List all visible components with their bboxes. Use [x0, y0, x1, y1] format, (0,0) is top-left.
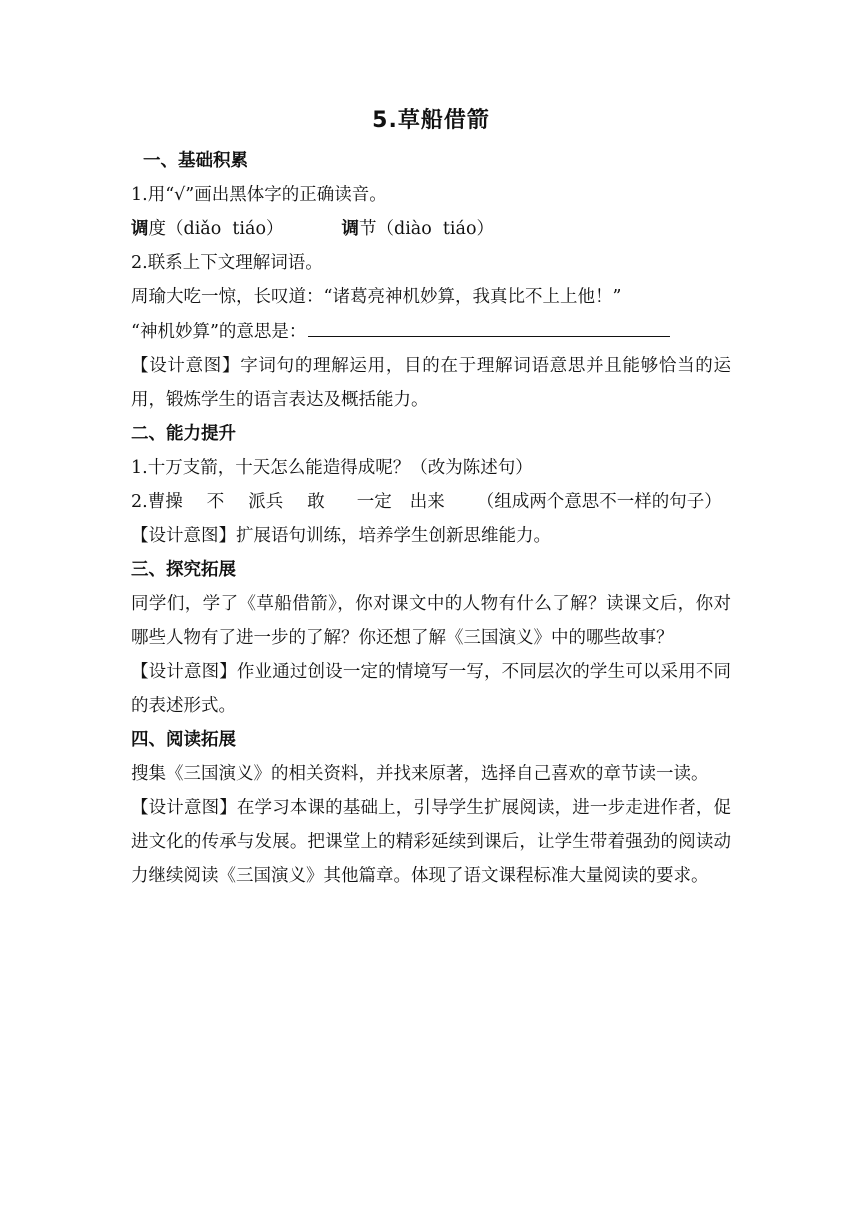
design-intent-1: 【设计意图】字词句的理解运用，目的在于理解词语意思并且能够恰当的运用，锻炼学生的语言表达及概括能力。	[131, 356, 731, 410]
section-heading-explore: 三、探究拓展	[131, 560, 236, 580]
pronunciation-option: 度（diǎo tiáo）	[148, 219, 284, 239]
word-tile: 出来	[409, 492, 445, 512]
bold-character: 调	[341, 219, 359, 239]
word-tile: 不	[206, 492, 225, 512]
design-intent-4: 【设计意图】在学习本课的基础上，引导学生扩展阅读，进一步走进作者，促进文化的传承与发展。把课堂上的精彩延续到课后，让学生带着强劲的阅读动力继续阅读《三国演义》其他篇章。体现了语文课程标准大量阅读的要求。	[131, 798, 731, 886]
quote-sentence: 周瑜大吃一惊，长叹道：“诸葛亮神机妙算，我真比不上上他！”	[131, 287, 622, 307]
question-2-2	[131, 485, 731, 519]
question-2-1: 1.十万支箭，十天怎么能造得成呢？（改为陈述句）	[131, 458, 533, 478]
question-1-2: 2.联系上下文理解词语。	[131, 253, 323, 273]
page-title: 5.草船借箭	[372, 108, 490, 133]
answer-blank[interactable]	[308, 314, 670, 337]
question-1-1: 1.用“√”画出黑体字的正确读音。	[131, 185, 387, 205]
word-tile: 2.曹操	[131, 492, 183, 512]
word-tile: 一定	[356, 492, 392, 512]
pronunciation-option: 节（diào tiáo）	[359, 219, 494, 239]
pronunciation-row	[131, 212, 731, 246]
meaning-prompt-row	[131, 314, 731, 349]
word-tile: 派兵	[248, 492, 284, 512]
bold-character: 调	[131, 219, 149, 239]
design-intent-3: 【设计意图】作业通过创设一定的情境写一写，不同层次的学生可以采用不同的表述形式。	[131, 662, 731, 716]
word-tile: 敢	[307, 492, 325, 512]
design-intent-2: 【设计意图】扩展语句训练，培养学生创新思维能力。	[131, 526, 551, 546]
worksheet-page	[131, 104, 731, 893]
section-heading-reading: 四、阅读拓展	[131, 730, 236, 750]
explore-body: 同学们，学了《草船借箭》，你对课文中的人物有什么了解？读课文后，你对哪些人物有了进一步的了解？你还想了解《三国演义》中的哪些故事？	[131, 594, 731, 648]
section-heading-ability: 二、能力提升	[131, 424, 236, 444]
instruction-text: （组成两个意思不一样的句子）	[476, 492, 722, 512]
meaning-prompt: “神机妙算”的意思是：	[131, 322, 307, 342]
section-heading-basics: 一、基础积累	[143, 151, 248, 171]
reading-body: 搜集《三国演义》的相关资料，并找来原著，选择自己喜欢的章节读一读。	[131, 764, 709, 784]
